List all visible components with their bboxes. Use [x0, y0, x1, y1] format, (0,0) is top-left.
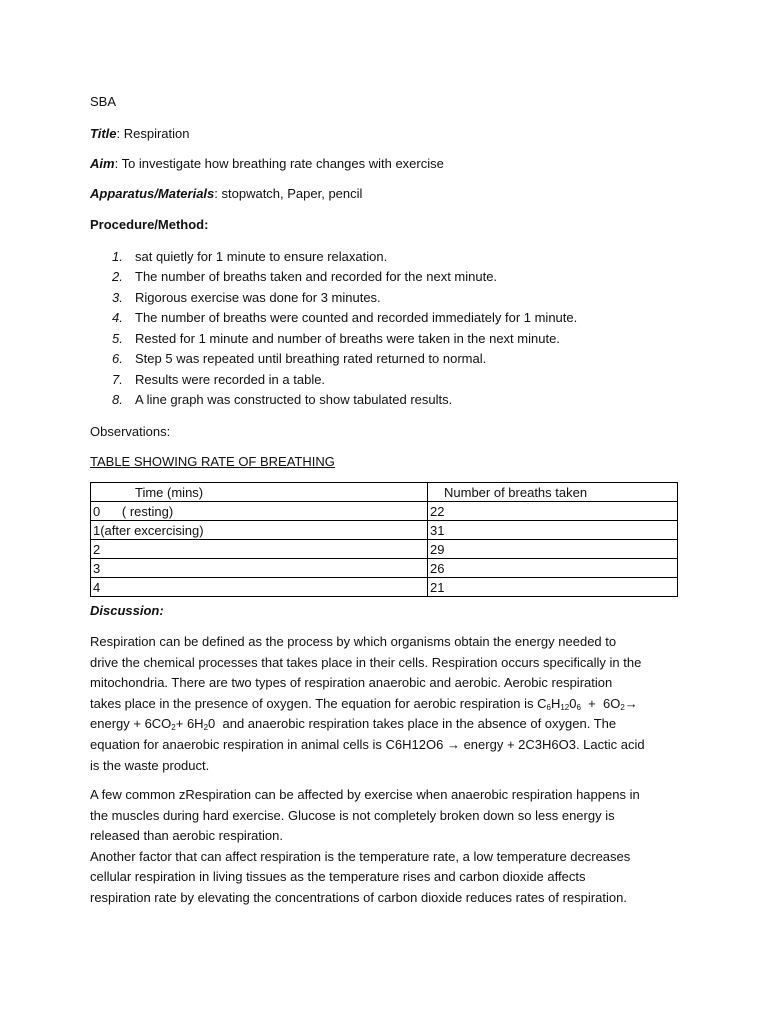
header-breaths: Number of breaths taken: [428, 483, 678, 502]
title-label: Title: [90, 126, 117, 141]
table-row: [91, 502, 678, 521]
procedure-heading: Procedure/Method:: [90, 217, 209, 232]
table-row: [91, 521, 678, 540]
cell-time: 3: [91, 559, 428, 578]
discussion-paragraph-1: Respiration can be defined as the process by which organisms obtain the energy needed to drive the chemical processes that takes place in their cells. Respiration occurs specifically in the mitochondria. There are two types of respiration anaerobic and aerobic. Aerobic respiration takes place in the presence of oxygen. The equation for aerobic respiration is $C_6H_{12}0_6 + 6O_2\to$ energy + $6CO_2+ 6H_20$ and anaerobic respiration takes place in the absence of oxygen. The equation for anaerobic respiration in animal cells is C6H12O6 → energy + 2C3H6O3. Lactic acid is the waste product.: [90, 632, 680, 776]
discussion-heading: Discussion:: [90, 603, 164, 618]
breathing-rate-table: [90, 482, 678, 597]
apparatus-label: Apparatus/Materials: [90, 186, 215, 201]
aerobic-equation-line: takes place in the presence of oxygen. The equation for aerobic respiration is $C_6H_{12}0_6 + 6O_2\to$: [90, 695, 638, 712]
table-row: [91, 559, 678, 578]
table-row: [91, 578, 678, 597]
header-time: Time (mins): [91, 483, 428, 502]
observations-heading: Observations:: [90, 424, 171, 439]
cell-breaths: 29: [428, 540, 678, 559]
cell-breaths: 21: [428, 578, 678, 597]
table-row: [91, 540, 678, 559]
table-header-row: [91, 483, 678, 502]
cell-time: 1(after excercising): [91, 521, 428, 540]
title-line: Title: Respiration: [90, 126, 190, 141]
cell-breaths: 26: [428, 559, 678, 578]
cell-breaths: 22: [428, 502, 678, 521]
aim-line: Aim: To investigate how breathing rate changes with exercise: [90, 156, 444, 171]
cell-time: 4: [91, 578, 428, 597]
header-sba: SBA: [90, 94, 117, 109]
aim-value: To investigate how breathing rate changes with exercise: [121, 156, 444, 171]
apparatus-value: stopwatch, Paper, pencil: [221, 186, 363, 201]
aim-label: Aim: [90, 156, 115, 171]
title-value: Respiration: [123, 126, 190, 141]
discussion-paragraph-2: A few common zRespiration can be affected by exercise when anaerobic respiration happens in the muscles during hard exercise. Glucose is not completely broken down so less energy is released than aerobic respiration. Another factor that can affect respiration is the temperature rate, a low temperature decreases cellular respiration in living tissues as the temperature rises and carbon dioxide affects respiration rate by elevating the concentrations of carbon dioxide reduces rates of respiration.: [90, 787, 640, 905]
apparatus-line: Apparatus/Materials: stopwatch, Paper, pencil: [90, 186, 363, 201]
cell-time: 2: [91, 540, 428, 559]
table-title: TABLE SHOWING RATE OF BREATHING: [90, 454, 335, 469]
cell-breaths: 31: [428, 521, 678, 540]
cell-time: 0 ( resting): [91, 502, 428, 521]
